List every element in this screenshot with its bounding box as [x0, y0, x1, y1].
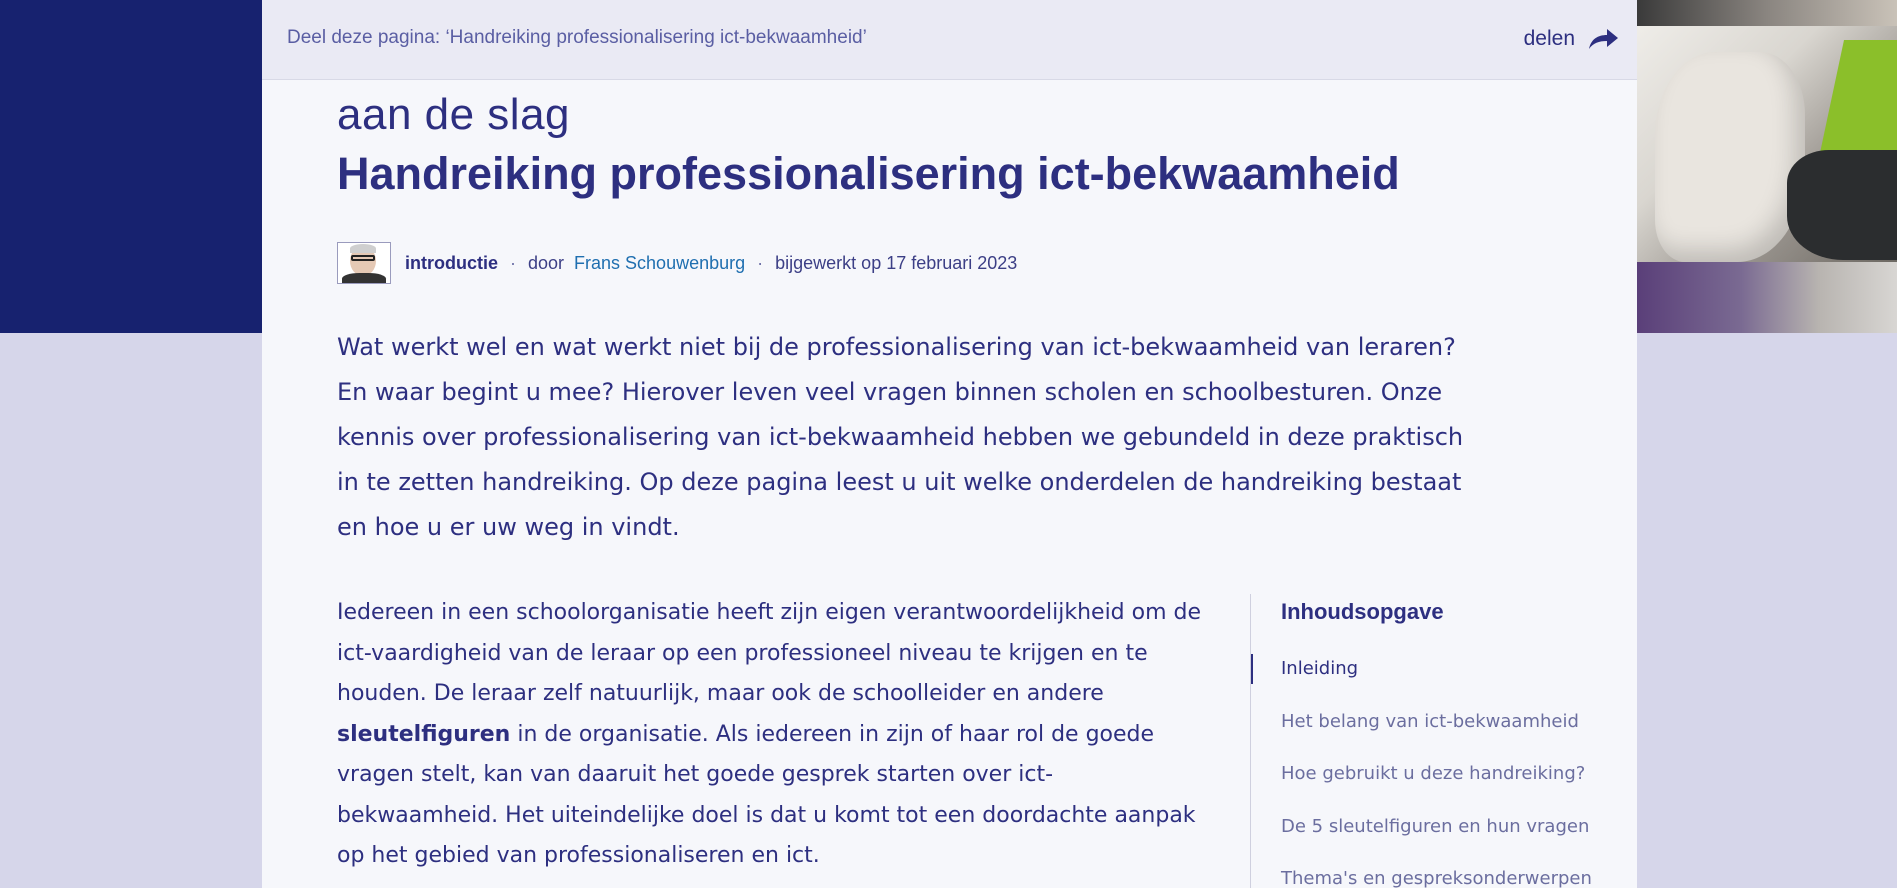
body-text-part: Iedereen in een schoolorganisatie heeft zijn eigen verantwoordelijkheid om de ict-vaardigheid van de leraar op een professioneel niveau te krijgen en te houden. De leraar zelf natuurlijk, maar ook de schoolleider en andere [337, 600, 1202, 706]
photo-white-chair [1655, 52, 1805, 262]
toc-item-inleiding[interactable]: Inleiding [1251, 654, 1611, 707]
byline-separator: · [510, 252, 516, 273]
toc-list [1251, 654, 1611, 888]
article-category: introductie [405, 252, 498, 273]
share-label: Deel deze pagina: ‘Handreiking professionalisering ict-bekwaamheid’ [287, 27, 867, 48]
share-arrow-icon [1587, 27, 1619, 51]
author-avatar [337, 242, 391, 284]
toc-item-gebruik[interactable]: Hoe gebruikt u deze handreiking? [1281, 763, 1586, 784]
toc-item-sleutelfiguren[interactable]: De 5 sleutelfiguren en hun vragen [1281, 815, 1590, 837]
article-card [262, 0, 1637, 888]
page-title: Handreiking professionalisering ict-bekwaamheid [337, 148, 1400, 199]
share-bar [262, 0, 1637, 80]
author-prefix: door [528, 252, 565, 273]
intro-paragraph: Wat werkt wel en wat werkt niet bij de professionalisering van ict-bekwaamheid van leraren? En waar begint u mee? Hierover leven veel vragen binnen scholen en schoolbesturen. Onze kennis over professionalisering van ict-bekwaamheid hebben we gebundeld in deze praktisch in te zetten handreiking. Op deze pagina leest u uit welke onderdelen de handreiking bestaat en hoe u er uw weg in vindt. [337, 333, 1464, 541]
author-link[interactable]: Frans Schouwenburg [574, 252, 746, 273]
photo-table [1637, 0, 1897, 26]
toc-item-themas[interactable]: Thema's en gespreksonderwerpen [1281, 868, 1592, 888]
updated-date: bijgewerkt op 17 februari 2023 [775, 252, 1018, 273]
share-button-label: delen [1523, 27, 1575, 50]
body-paragraph [337, 593, 1207, 877]
hero-photo [1637, 0, 1897, 333]
byline-separator: · [757, 252, 764, 273]
table-of-contents [1250, 594, 1611, 888]
body-bold-term: sleutelfiguren [337, 721, 511, 747]
body-text-part: in de organisatie. Als iedereen in zijn of haar rol de goede vragen stelt, kan van daaruit het goede gesprek starten over ict-bekwaamheid. Het uiteindelijke doel is dat u komt tot een doordachte aanpak op het gebied van professionaliseren en ict. [337, 721, 1196, 868]
section-eyebrow: aan de slag [337, 90, 571, 139]
photo-dark-chair [1787, 150, 1897, 260]
toc-item-belang[interactable]: Het belang van ict-bekwaamheid [1281, 710, 1579, 732]
byline [337, 242, 1017, 284]
share-button[interactable] [1524, 22, 1619, 56]
toc-title: Inhoudsopgave [1281, 599, 1444, 624]
photo-floor [1637, 262, 1897, 333]
